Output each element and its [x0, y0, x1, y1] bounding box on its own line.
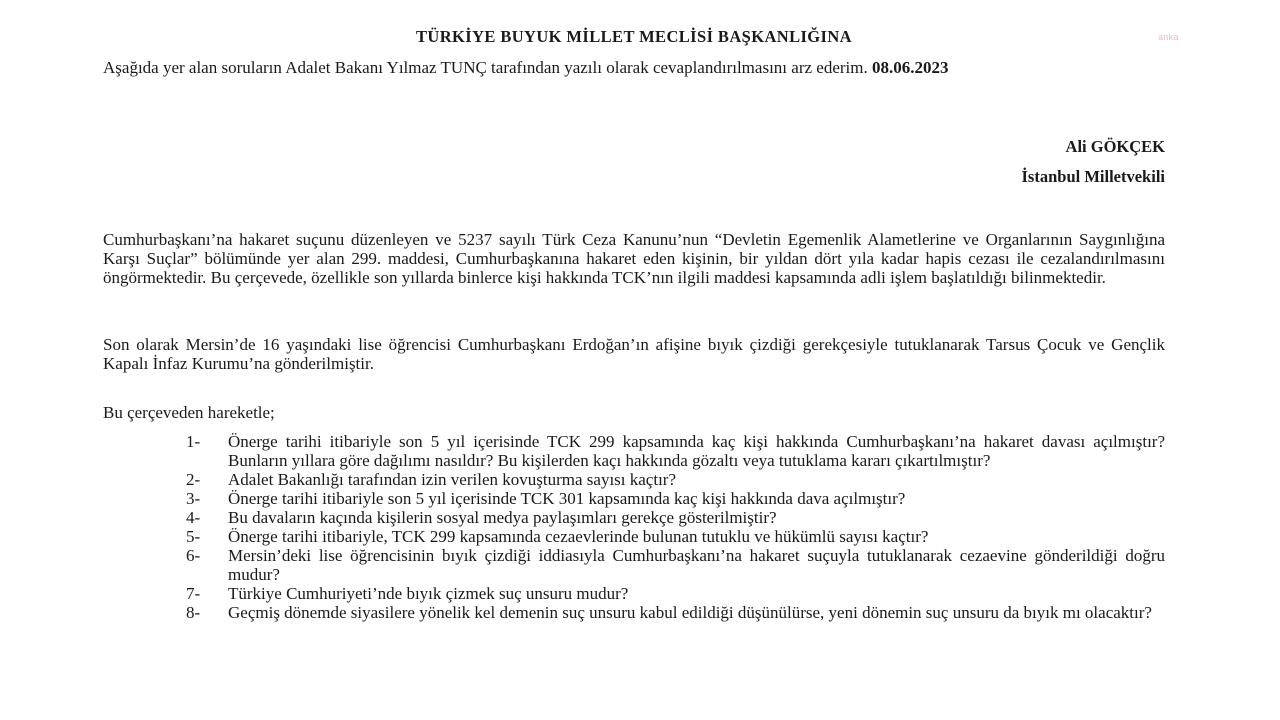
question-number: 1- — [186, 432, 201, 451]
question-text: Önerge tarihi itibariyle son 5 yıl içerisinde TCK 301 kapsamında kaç kişi hakkında dava açılmıştır? — [228, 489, 906, 508]
question-item — [186, 470, 1165, 489]
question-item — [186, 546, 1165, 584]
question-number: 6- — [186, 546, 201, 565]
questions-lead: Bu çerçeveden hareketle; — [103, 403, 275, 422]
question-text: Türkiye Cumhuriyeti’nde bıyık çizmek suç unsuru mudur? — [228, 584, 629, 603]
question-number: 8- — [186, 603, 201, 622]
document-title: TÜRKİYE BUYUK MİLLET MECLİSİ BAŞKANLIĞINA — [415, 27, 852, 46]
question-text: Önerge tarihi itibariyle son 5 yıl içerisinde TCK 299 kapsamında kaç kişi hakkında Cumhurbaşkanı’na hakaret davası açılmıştır? Bunların yıllara göre dağılımı nasıldır? Bu kişilerden kaçı hakkında gözaltı veya tutuklama kararı çıkartılmıştır? — [228, 432, 1165, 470]
watermark: anka — [1158, 32, 1179, 42]
intro-paragraph — [103, 58, 1165, 77]
question-item — [186, 603, 1165, 622]
intro-text: Aşağıda yer alan soruların Adalet Bakanı Yılmaz TUNÇ tarafından yazılı olarak cevaplandırılmasını arz ederim. — [103, 58, 868, 77]
question-item — [186, 432, 1165, 470]
body-paragraph-2: Son olarak Mersin’de 16 yaşındaki lise öğrencisi Cumhurbaşkanı Erdoğan’ın afişine bıyık çizdiği gerekçesiyle tutuklanarak Tarsus Çocuk ve Gençlik Kapalı İnfaz Kurumu’na gönderilmiştir. — [103, 335, 1165, 373]
question-item — [186, 508, 1165, 527]
signature-name: Ali GÖKÇEK — [1065, 137, 1165, 156]
question-number: 2- — [186, 470, 201, 489]
question-text: Mersin’deki lise öğrencisinin bıyık çizdiği iddiasıyla Cumhurbaşkanı’na hakaret suçuyla tutuklanarak cezaevine gönderildiği doğru mudur? — [228, 546, 1165, 584]
question-text: Adalet Bakanlığı tarafından izin verilen kovuşturma sayısı kaçtır? — [228, 470, 676, 489]
question-item — [186, 489, 1165, 508]
question-item — [186, 584, 1165, 603]
question-number: 5- — [186, 527, 201, 546]
question-text: Önerge tarihi itibariyle, TCK 299 kapsamında cezaevlerinde bulunan tutuklu ve hükümlü sayısı kaçtır? — [228, 527, 929, 546]
question-number: 7- — [186, 584, 201, 603]
question-text: Bu davaların kaçında kişilerin sosyal medya paylaşımları gerekçe gösterilmiştir? — [228, 508, 777, 527]
question-item — [186, 527, 1165, 546]
signature-role: İstanbul Milletvekili — [1021, 167, 1165, 186]
document-page — [103, 0, 1165, 720]
question-number: 3- — [186, 489, 201, 508]
question-text: Geçmiş dönemde siyasilere yönelik kel demenin suç unsuru kabul edildiği düşünülürse, yeni dönemin suç unsuru da bıyık mı olacaktır? — [228, 603, 1152, 622]
intro-date: 08.06.2023 — [871, 58, 949, 77]
question-list — [186, 432, 1165, 622]
question-number: 4- — [186, 508, 201, 527]
body-paragraph-1: Cumhurbaşkanı’na hakaret suçunu düzenleyen ve 5237 sayılı Türk Ceza Kanunu’nun “Devletin Egemenlik Alametlerine ve Organlarının Saygınlığına Karşı Suçlar” bölümünde yer alan 299. maddesi, Cumhurbaşkanına hakaret eden kişinin, bir yıldan dört yıla kadar hapis cezası ile cezalandırılmasını öngörmektedir. Bu çerçevede, özellikle son yıllarda binlerce kişi hakkında TCK’nın ilgili maddesi kapsamında adli işlem başlatıldığı bilinmektedir. — [103, 230, 1165, 287]
